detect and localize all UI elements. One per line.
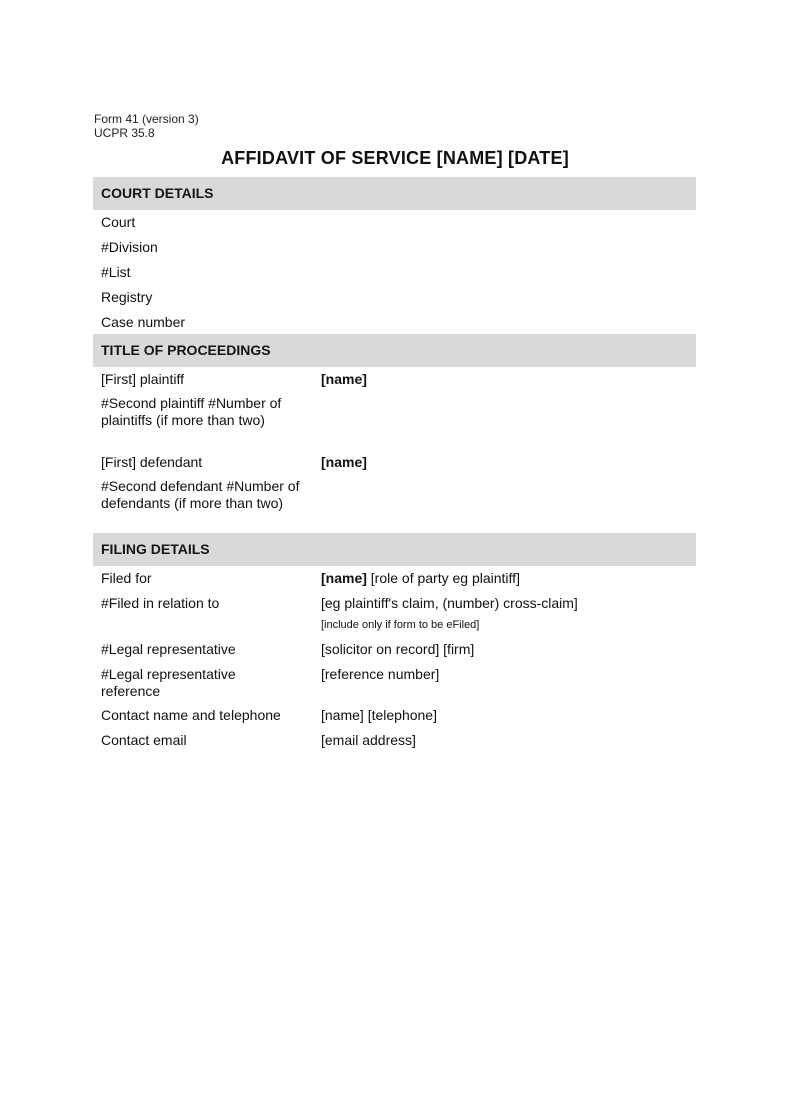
form-row-filed-for <box>93 566 696 591</box>
party-name: [name] <box>321 570 367 586</box>
field-value <box>321 570 691 587</box>
field-label: #Second plaintiff #Number of plaintiffs (if more than two) <box>101 395 282 428</box>
field-label: [First] defendant <box>101 454 203 470</box>
form-row-legal-representative <box>93 637 696 662</box>
form-row-case-number <box>93 310 696 334</box>
form-meta <box>94 112 199 140</box>
form-row-second-defendant <box>93 474 696 532</box>
form-row-second-plaintiff <box>93 391 696 450</box>
section-heading: COURT DETAILS <box>93 177 696 210</box>
section-heading: FILING DETAILS <box>93 533 696 566</box>
field-label: Contact name and telephone <box>101 707 281 723</box>
filing-details-section <box>93 533 696 753</box>
title-of-proceedings-section <box>93 334 696 532</box>
field-value: [name] <box>321 371 367 387</box>
form-row-first-plaintiff <box>93 367 696 391</box>
field-value: [reference number] <box>321 666 440 682</box>
form-row-contact-email <box>93 728 696 753</box>
field-label: Case number <box>101 314 186 330</box>
form-row-registry <box>93 285 696 310</box>
form-row-court <box>93 210 696 235</box>
field-label: [First] plaintiff <box>101 371 184 387</box>
field-value: [name] [telephone] <box>321 707 437 723</box>
form-row-list <box>93 260 696 285</box>
party-role: [role of party eg plaintiff] <box>370 570 520 586</box>
field-label: Registry <box>101 289 153 305</box>
section-heading: TITLE OF PROCEEDINGS <box>93 334 696 367</box>
court-details-section <box>93 177 696 334</box>
field-label: #Second defendant #Number of defendants (if more than two) <box>101 478 300 511</box>
field-label: Contact email <box>101 732 187 748</box>
field-label: #Division <box>101 239 158 255</box>
field-value: [eg plaintiff's claim, (number) cross-claim] <box>321 595 578 611</box>
field-value: [name] <box>321 454 367 470</box>
form-number: Form 41 (version 3) <box>94 112 199 126</box>
field-label: Filed for <box>101 570 152 586</box>
field-label: #Legal representative reference <box>101 666 236 699</box>
field-value: [email address] <box>321 732 416 748</box>
form-row-contact-name-telephone <box>93 703 696 728</box>
field-label: #Filed in relation to <box>101 595 220 611</box>
page-title: AFFIDAVIT OF SERVICE [NAME] [DATE] <box>221 148 569 168</box>
field-label: #List <box>101 264 131 280</box>
form-row-first-defendant <box>93 450 696 474</box>
form-row-division <box>93 235 696 260</box>
field-label: Court <box>101 214 136 230</box>
form-row-legal-representative-reference <box>93 662 696 703</box>
rule-reference: UCPR 35.8 <box>94 126 155 140</box>
field-label: #Legal representative <box>101 641 236 657</box>
form-row-filed-in-relation-to <box>93 591 696 637</box>
field-note: [include only if form to be eFiled] <box>321 619 480 631</box>
field-value: [solicitor on record] [firm] <box>321 641 475 657</box>
